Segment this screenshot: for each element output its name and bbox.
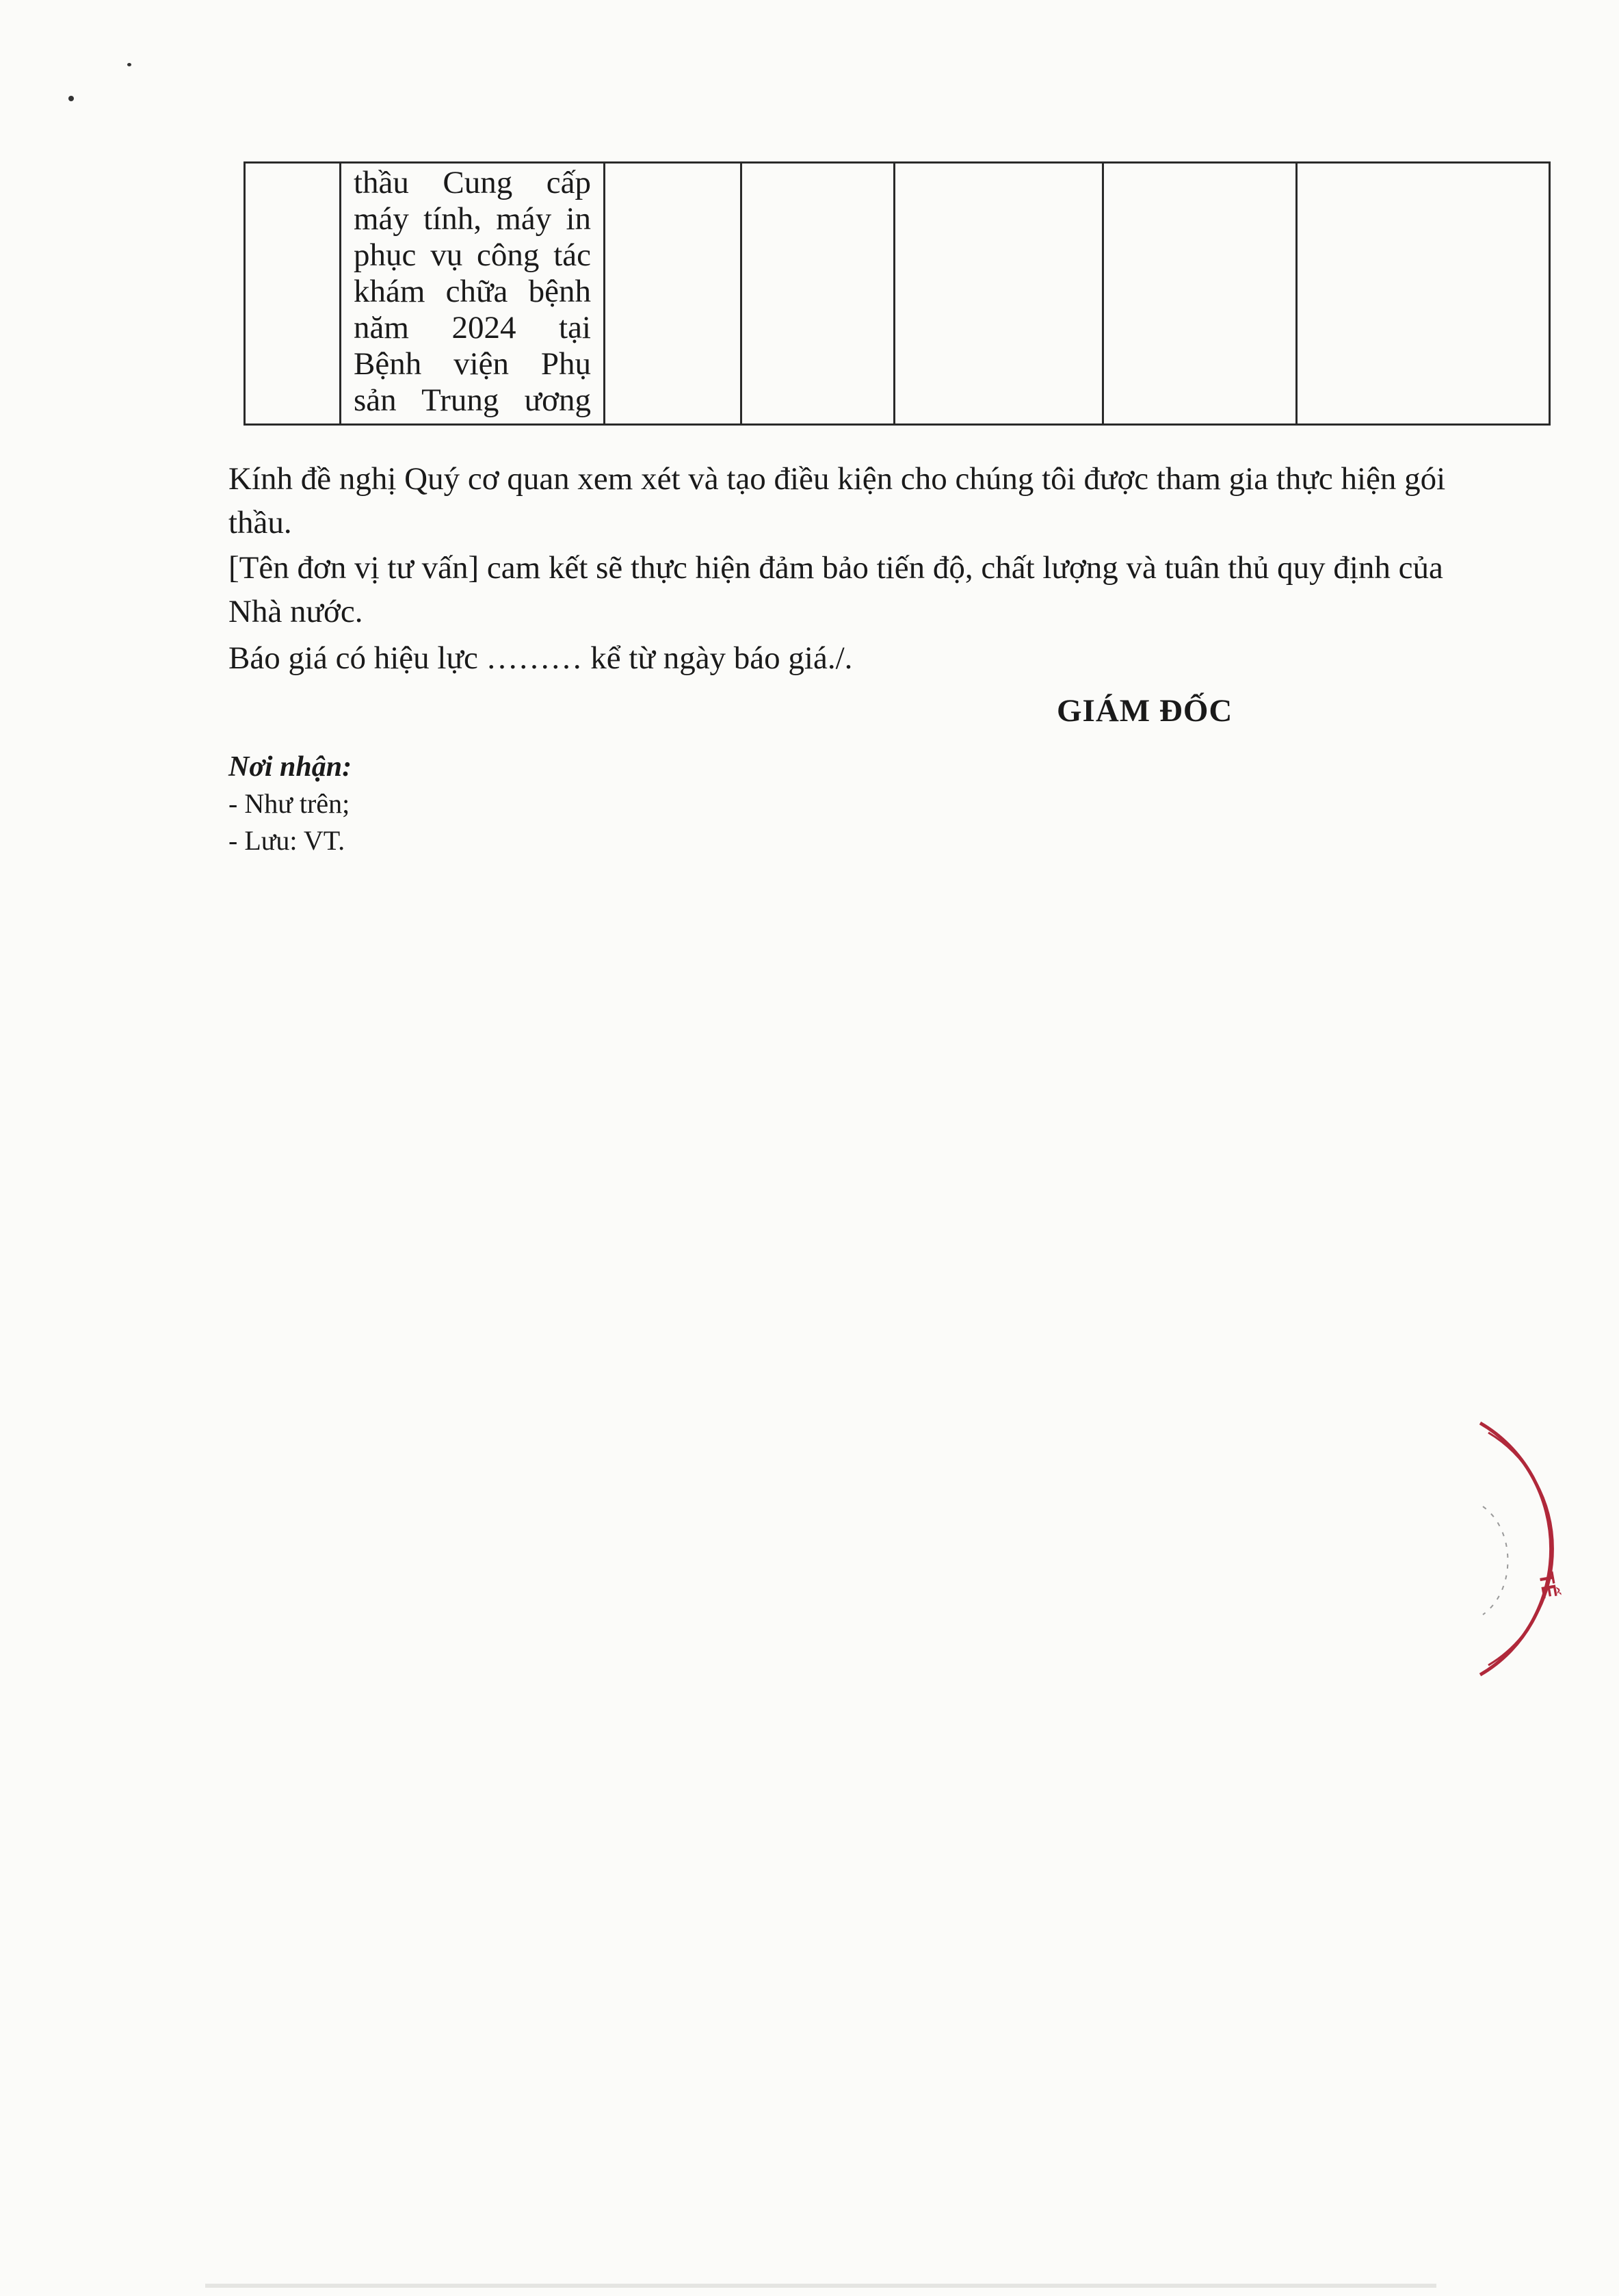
table-cell — [1297, 163, 1550, 425]
table-cell — [741, 163, 895, 425]
bid-package-table — [243, 161, 1551, 426]
recipients-block — [228, 748, 352, 859]
validity-paragraph: Báo giá có hiệu lực ……… kể từ ngày báo giá./. — [228, 640, 853, 676]
table-row — [245, 163, 1550, 425]
package-name-text: thầu Cung cấp máy tính, máy in phục vụ công tác khám chữa bệnh năm 2024 tại Bệnh viện Phụ sản Trung ương — [354, 165, 591, 418]
table-cell-package-name — [341, 163, 605, 425]
scan-speck — [68, 96, 74, 101]
table-cell-index — [245, 163, 341, 425]
signer-title: GIÁM ĐỐC — [1057, 693, 1233, 729]
scan-edge-mark — [205, 2284, 1436, 2288]
table-cell — [895, 163, 1103, 425]
table-cell — [605, 163, 741, 425]
request-paragraph: Kính đề nghị Quý cơ quan xem xét và tạo điều kiện cho chúng tôi được tham gia thực hiện gói thầu. — [228, 461, 1446, 540]
recipient-item: - Như trên; — [228, 788, 350, 819]
red-seal-stamp — [1436, 1409, 1619, 1697]
recipients-title: Nơi nhận: — [228, 751, 352, 783]
recipient-item: - Lưu: VT. — [228, 825, 345, 856]
table-cell — [1103, 163, 1297, 425]
scan-speck — [127, 63, 131, 66]
commitment-paragraph: [Tên đơn vị tư vấn] cam kết sẽ thực hiện đảm bảo tiến độ, chất lượng và tuân thủ quy định của Nhà nước. — [228, 550, 1443, 629]
stamp-text: TẾ — [1534, 1570, 1562, 1600]
